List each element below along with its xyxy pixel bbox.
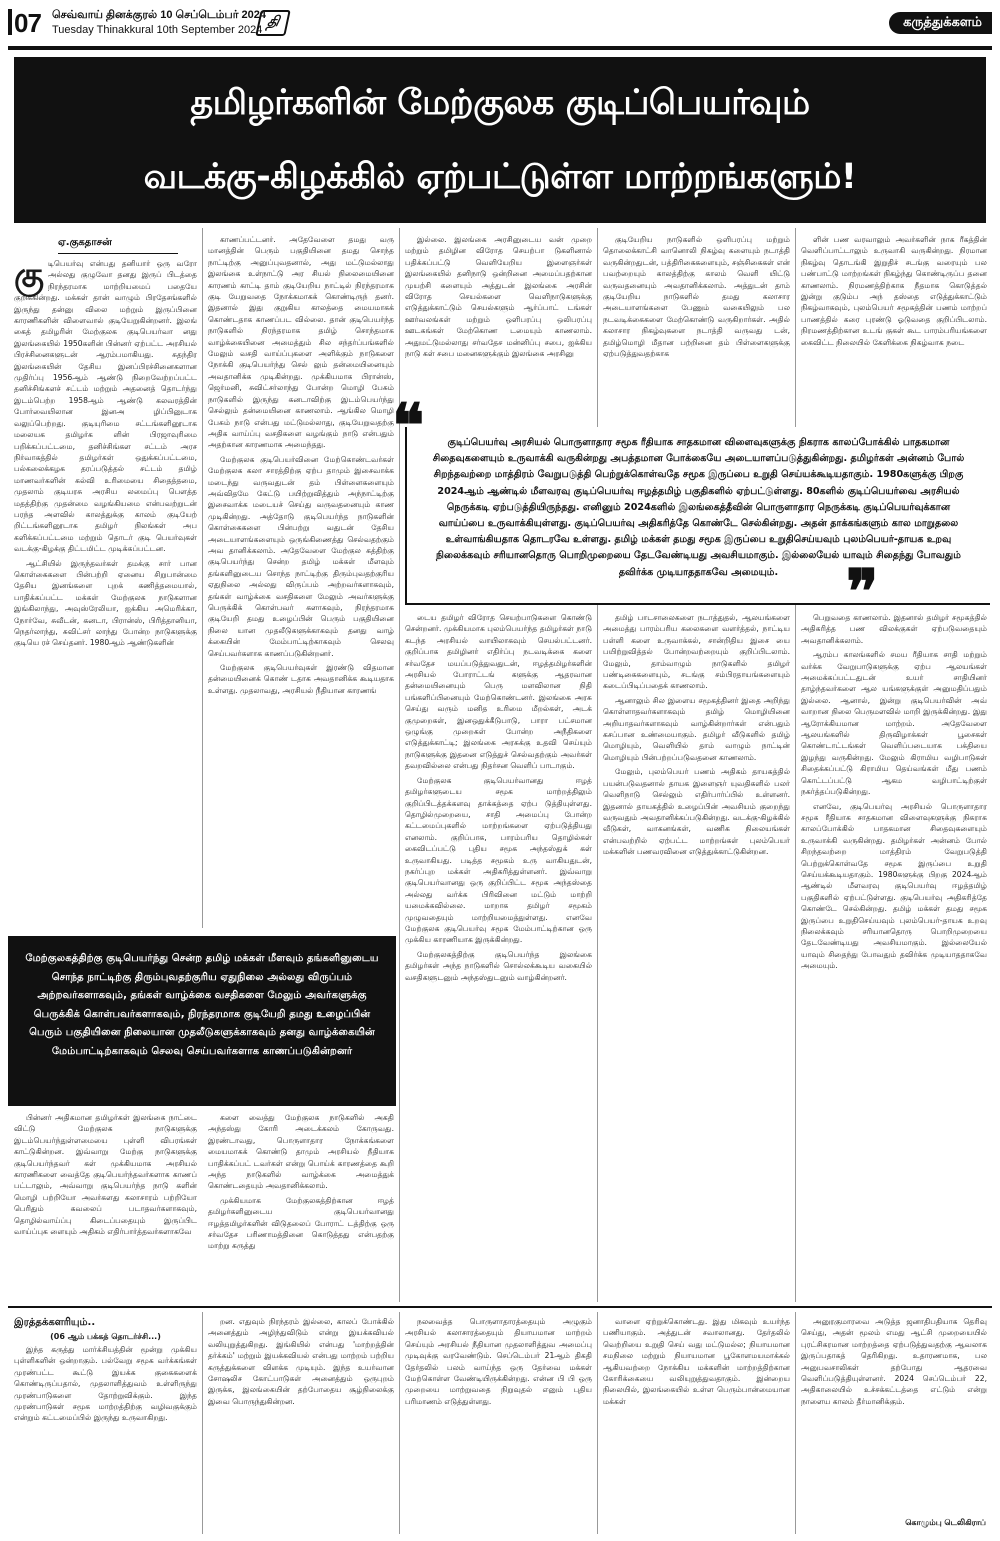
article-column-5-top [801, 234, 987, 424]
paragraph: மேற்குலக குடிபெயர்வானது ஈழத் தமிழர்களுடைய சமூக மாற்றத்திலும் குறிப்பிடத்தக்களவு தாக்கத்தை ஏற்ப டுத்தியுள்ளது. தொழில்முறையை, சாதி அமைப்பு போன்ற கட்டமைப்புகளில் மாற்றங்களை ஏற்படுத்தியது எனலாம். குறிப்பாக, பாரம்பரிய தொழில்கள் கைவிடப்பட்டு புதிய சமூக அந்தஸ்துக் கள் உருவாகியது. படித்த சமூகம் உரு வாகியதுடன், நகர்ப்புற மக்கள் அதிகரித்துள்ளனர். இவ்வாறு குடிபெயர்வானது ஒரு குறிப்பிட்ட சமூக அந்தஸ்தை அல்லது வர்க்க பிரிவினை மட்டும் மாற்றி யமைக்கவில்லை. மாறாக தமிழர் சமூகம் முழுவதையும் மாற்றியமைத்துள்ளது. எனவே மேற்குலக குடிபெயர்வு சமூக மேம்பாட்டிற்கான ஒரு முக்கிய காரணியாக இருக்கின்றது. [405, 775, 592, 945]
headline-line-1: தமிழர்களின் மேற்குலக குடிப்பெயர்வும் [190, 83, 810, 123]
column-divider [795, 1312, 796, 1534]
paragraph: முக்கியமாக மேற்குலகத்திற்கான ஈழத் தமிழர்களினுடைய குடிபெயர்வானது ஈழத்தமிழர்களின் விடுதலைப் போராட் டத்திற்கு ஒரு சர்வதேச பரிணாமத்தினை கொடுத்தது என்பதற்கு மாற்று கருத்து [208, 1195, 394, 1251]
open-quote-icon: ❝ [392, 391, 425, 461]
dropcap: கு [14, 258, 45, 295]
bottom-article-column-1 [14, 1316, 197, 1534]
article-column-3-bottom [405, 612, 592, 1304]
paragraph: ளின் பண வரவாலும் அவர்களின் நாக ரீகத்தின் வெளிப்பாட்டாலும் உருவாகி வருகின்றது. நிரமான நிகழ்வு தொடங்கி இறுதிச் சடங்கு வரையும் பல பண்பாட்டு மாற்றங்கள் நிகழ்ந்து கொண்டிருப்ப தனை காணலாம். நிரமணத்திற்காக நீதமாக கொடுத்தல் இன்று குடும்ப அந் தஸ்தை எடுத்துக்காட்டும் நிகழ்வாகவும், புலம்பெயர் சமூகத்தின் பணம் மாற்றப் பாணத்தில் கரை புரண்டு ஓடுவதை குறிப்பிடலாம். நிரமணத்திற்கான உடங் குகள் கூட பாரம்பரியங்களை கைவிட்ட நிலையில் கேளிக்கை நிகழ்வாக நடை [801, 235, 987, 347]
column-divider [597, 228, 598, 1302]
byline: ஏ.குகதாசன் [30, 236, 190, 254]
column-divider [202, 1312, 203, 1534]
paragraph: பின்னர் அதிகமான தமிழர்கள் இலங்கை நாட்டை விட்டு மேற்குலக நாடுகளுக்கு இடம்பெயர்ந்துள்ளமையை புள்ளி விபரங்கள் காட்டுகின்றன. இவ்வாறு மேற்கு நாடுகளுக்கு குடிபெயர்ந்தவர் கள் முக்கியமாக அரசியல் காரணிகளை வைத்தே குடிபெயர்ந்தவர்களாக காணப் பட்டாலும், அவ்வாறு குடிபெயர்ந்த நாடு களின் மொழி பற்றியோ அவர்களது கலாசாரம் பற்றியோ பெரிதும் கவலைப் படாதவர்களாகவும், தொழில்வாய்ப்பு கிடைப்பதையும் இருப்பிட வாய்ப்புக ளையும் அதிகம் எதிர்பார்த்தவர்களாகவே [14, 1113, 197, 1237]
paragraph: வாளை ஏற்றுக்கொண்டது. இது மிகவும் உயர்ந்த பணியாகும். அத்துடன் சவாலானது. தேர்தலில் வெற்றியை உறுதி செய் வது மட்டுமல்ல; நியாயமான சமநிலை மற்றும் நியாயமான பூகோளமயமாக்கல் ஆகியவற்றை நோக்கிய மக்களின் மாற்றத்திற்கான கோரிக்கையை வலியுறுத்துவதாகும். இன்றைய நிலையில், இலங்கையில் உள்ள பெரும்பான்மையான மக்கள் [603, 1317, 790, 1406]
column-divider [597, 1312, 598, 1534]
page-number-text: 07 [14, 8, 41, 38]
pull-quote [405, 427, 990, 605]
paragraph: மேற்குலக குடிபெயர்வினை மேற்கொண்டவர்கள் மேற்குலக கலா சாரத்திற்கு ஏற்ப தாமும் இசைவாக்க மடைந்து வருவதுடன் தம் பிள்ளைகளையும் அவ்விதமே கேட்டு பயிற்றுவித்தும் அந்நாட்டிற்கு இசைவாக்க மடையச் செய்து வருவதனையும் காண முடிகின்றது. அத்தோடு குடிபெயர்ந்த நாடுகளின் கொள்கைகளை பின்பற்று வதுடன் தேசிய அடையாளங்களையும் ஒருங்கிணைத்து செல்வதற்கும் அவ தானிக்கலாம். அதேவேளை மேற்குல கத்திற்கு குடிபெயர்ந்து சென்ற தமிழ் மக்கள் மீளவும் தங்களினுடைய சொந்த நாட்டிற்கு திரும்புவதற்குரிய ஏதுநிலை அல்லது விருப்பம் அற்றவர்களாகவும், தங்கள் வாழ்க்கை வசதிகளை மேலும் அவர்களுக்கு பெருக்கிக் கொள்பவர் களாகவும், நிரந்தரமாக குடியேறி தமது உழைப்பின் பெரும் பகுதியினை நிலை யான முதலீடுகளுக்காகவும் தனது வாழ் க்கையின் மேம்பாட்டிற்காகவும் செலவு செய்பவர்களாக காணப்படுகின்றனர். [208, 454, 394, 658]
article-column-2 [208, 234, 394, 932]
pull-quote-text: குடிப்பெயர்வு அரசியல் பொருளாதார சமூக ரீதியாக சாதகமான விளைவுகளுக்கு நிகராக காலப்போக்கில் பாதகமான சிதைவுகளையும் உருவாக்கி வருகின்றது அபத்தமான போக்கையே அடையாளப்படுத்துகின்றது. தமிழர்கள் அன்னம் போல் சிறந்தவற்றை மாத்திரம் வேறுபடுத்தி பெற்றுக்கொள்வதே சமூக இருப்பை உறுதி செய்யக்கூடியதாகும். 1980களுக்கு பிறகு 2024ஆம் ஆண்டில் மீளவரவு குடிப்பெயர்வு ஈழத்தமிழ் பகுதிகளில் ஏற்பட்டுள்ளது. 80களில் குடிப்பெயர்வை அரசியல் நெருக்கடி ஏற்படுத்தியிருந்தது. எனினும் 2024களில் இலங்கைத்தீவின் பொருளாதார நெருக்கடி குடிப்பெயர்வுக்கான வாய்ப்பை உருவாக்கியுள்ளது. குடிப்பெயர்வு அதிகரித்தே கொண்டே செல்கின்றது. அதன் தாக்கங்களும் கால மாறுதலை உள்வாங்கியதாக தொடரவே உள்ளது. தமிழ் மக்கள் தமது சமூக இருப்பை உறுதிசெய்யவும் புலம்பெயர்-தாயக உறவு நிலைக்கவும் சரியானதொரு பொறிமுறையை தேடவேண்டியது அவசியமாகும். இல்லையேல் யாவும் சிதைந்து போவதும் தவிர்க்க முடியாததாகவே அமையும். [432, 437, 965, 578]
paragraph: பெறுவதை காணலாம். இதனால் தமிழர் சமூகத்தில் அதிகரித்த பண விலக்குகள் ஏற்படுவதையும் அவதானிக்கலாம். [801, 613, 987, 645]
bottom-article-column-5 [801, 1316, 987, 1516]
bottom-article-column-4 [603, 1316, 790, 1534]
paragraph: குடியேறிய நாடுகளில் ஒளிபரப்பு மற்றும் தொலைக்காட்சி வானொலி நிகழ்வு களையும் நடாத்தி வருகின்றதுடன், பத்திரிகைகளையும், சஞ்சிகைகள் என் பவற்றையும் காலத்திற்கு காலம் வெளி யிட்டு வருவதனையும் அவதானிக்கலாம். அத்துடன் தாம் குடியேறிய நாடுகளில் தமது கலாசார அடையாளங்களை பேணும் வகையிலும் பல நடவடிக்கைகளை மேற்கொண்டு வருகிறார்கள். அதில் கலாசார நிகழ்வுகளை நடாத்தி வருவது டன், தமிழ்மொழி மீதான பற்றினை தம் பிள்ளைகளுக்கு ஏற்படுத்துவதற்காக [603, 235, 790, 359]
paragraph: டிபெயர்வு என்பது தனியார் ஒரு வரோ அல்லது குழுவோ தனது இருப் பிடத்தை நிரந்தரமாக மாற்றியமைப் பதையே குறிக்கின்றது. மக்கள் தான் வாழும் பிரதேசங்களில் இருந்து தன்னு விலை மற்றும் இருப்பினை காரணிகளின் விளைவால் குடியேறுகின்றனர். இலங் கைத் தமிழரின் மேற்குலக குடிபெயர்வா னது இலங்கையில் 1950களின் பின்னர் ஏற்பட்ட அரசியல் பிரச்சினைகளுடன் ஆரம்பமாகியது. சுதந்திர இலங்கையின் தேசிய இனப்பிரச்சினைகளான முதிர்ப்பு 1956ஆம் ஆண்டு நிறைவேற்றப்பட்ட தனிச்சிங்களச் சட்டம் மற்றும் அதனைத் தொடர்ந்து இடம்பெற்ற 1958ஆம் ஆண்டு கலவரத்தின் போர்வையிலான இனஅ ழிப்பினுடாக வலுப்பெற்றது. குடியுரிமை சட்டங்களினூடாக மலையக தமிழர்க ளின் பிரஜாவுரிமை பறிக்கப்பட்டமை, தனிச்சிங்கள சட்டம் அரச நிர்வாகத்தில் தமிழர்கள் ஒதுக்கப்பட்டமை, பல்கலைக்கழக தரப்படுத்தல் சட்டம் தமிழ் மாணவர்களின் கல்வி உரிமையை சிதைத்தமை, முதலாம் குடியரசு அரசிய லமைப்பு பௌத்த மதத்திற்கு முதன்மை வழங்கியமை என்பவற்றுடன் பரந்த அளவில் காலத்துக்கு காலம் குடியேற் றிட்டங்களினூடாக தமிழர் நிலங்கள் அப களிக்கப்பட்டமை மற்றும் தொடர் குடி பெயர்வுகள் வடக்கு-கிழக்கு திட்டமிட்ட முடிக்கப்பட்டன. [14, 259, 197, 554]
headline-line-2: வடக்கு-கிழக்கில் ஏற்பட்டுள்ள மாற்றங்களும்! [143, 157, 857, 197]
paragraph: நலவைத்த பொருளாதாரத்தையும் அழுகும் அரசியல் கலாசாரத்தையும் தியாயமான மாற்றம் செய்யும் அரசியல் நீதியான முதலாளித்துவ அமைப்பு முடிவுக்கு வரவேண்டும். செப்டெம்பர் 21ஆம் திகதி தேர்தலில் பலம் வாய்ந்த ஒரு தேர்வை மக்கள் மேற்கொள்ள வேண்டியிருக்கின்றது. என்ன பி பி ஒரு முறையை மாற்றுவதை நிறுவுதல் எனும் புதிய பரிமாணம் எடுத்துள்ளது. [405, 1317, 592, 1406]
date-english: Tuesday Thinakkural 10th September 2024 [52, 24, 263, 36]
paragraph: ஆட்சியில் இருந்தவர்கள் தமக்கு சார் பான கொள்கைகளை பின்பற்றி ஏனைய சிறுபான்மை தேசிய இனங்களை புறக் கணித்தமையால், பாதிக்கப்பட்ட மக்கள் மேற்குலக நாடுகளான இங்கிலாந்து, அவுஸ்ரேலியா, ஐக்கிய அமெரிக்கா, நோர்வே, சுவீடன், கனடா, பிரான்ஸ், பிரித்தானியா, நெதர்லாந்து, சுவிட்சர் லாந்து போன்ற நாடுகளுக்கு குடியெ ரச் செய்தனர். 1980ஆம் ஆண்டுகளின் [14, 558, 197, 648]
article-column-2-bottom [208, 1112, 394, 1304]
article-column-4-top [603, 234, 790, 424]
column-divider [202, 228, 203, 928]
paragraph: ஆனாலும் சில இளைய சமூகத்தினர் இதை அறிந்து கொள்ளாதவர்களாகவும் தமிழ் மொழியினை அறியாதவர்களாகவும் வாழ்கின்றார்கள் என்பதும் கசப்பான உண்மையாகும். தமிழர் வீடுகளில் தமிழ் மொழியும், வெளியில் தாம் வாழும் நாட்டின் மொழியும் பின்பற்றப்படுவதனை காணலாம். [603, 695, 790, 762]
bottom-article-column-3 [405, 1316, 592, 1534]
paragraph: தமிழ் பாடசாலைகளை நடாத்துதல், ஆலயங்களை அமைத்து பாரம்பரிய கலைகளை வளர்த்தல், நாட்டிய பள்ளி களை உருவாக்கல், சான்றிதிய இசை யை பயிற்றுவித்தல் போன்றவற்றையும் குறிப்பிடலாம். மேலும், தாம்வாழும் நாடுகளில் தமிழர் பண்டிகைகளையும், சடங்கு சம்பிரதாயங்களையும் கடைப்பிடிப்பதைக் காணலாம். [603, 613, 790, 691]
continuation-note: (06 ஆம் பக்கத் தொடர்ச்சி...) [50, 1332, 161, 1341]
page-number [8, 6, 41, 40]
article-column-1-bottom [14, 1112, 197, 1304]
paragraph: இந்த கருத்து மார்க்சியத்தின் மூன்று முக்கிய புள்ளிகளின் ஒன்றாகும். பல்வேறு சமூக வர்க்கங்கள் முரண்பட்ட கூட்டு இயக்க குகைகளைக் கொண்டிருப்பதால், முதலாளித்துவம் உள்ளிருந்து முரண்பாடுகளை தோற்றுவிக்கும். இந்த முரண்பாடுகள் சமூக மாற்றத்திற்கு வழிவகுக்கும் என்றும் கட்டமைப்பில் இருந்து உருவாகிறது. [14, 1345, 197, 1423]
article-column-3-top [405, 234, 592, 424]
paragraph: மேற்குலகத்திற்கு குடிபெயர்ந்த இலங்கை தமிழர்கள் அந்த நாடுகளில் சொல்லக்கூடிய வகையில் வசதிகளுடனும் அந்தஸ்துடனும் வாழ்கின்றனர். [405, 949, 592, 982]
paragraph: மேலும், புலம்பெயர் பணம் அதிகம் தாயகத்தில் பயன்படுவதனால் தாயக இளைஞர் யுவதிகளில் பலர் வெளிநாடு செல்லும் எதிர்பார்ப்பில் உள்ளனர். இதனால் தாயகத்தில் உழைப்பின் அவசியம் குறைந்து வருவதும் அவதானிக்கப்படுகின்றது. வடக்கு-கிழக்கில் வீடுகள், வாகனங்கள், வணிக நிலையங்கள் என்பவற்றில் ஏற்பட்ட மாற்றங்கள் புலம்பெயர் மக்களின் பணவரவினை எடுத்துக்காட்டுகின்றன. [603, 767, 790, 857]
highlight-quote [8, 936, 396, 1106]
paragraph: றன. எதுவும் நிரந்தரம் இல்லை, காலப் போக்கில் அனைத்தும் அழிந்துவிடும் என்று இயக்கவியல் வலியுறுத்துகிறது. இங்கியில் என்பது 'மாற்றத்தின் தர்க்கம்' மற்றும் இயக்கவியல் என்பது மாற்றம் பற்றிய கருத்துக்களை விளக்க முடியும். இந்த உயர்வான சோஷலிச கோட்பாடுகள் அனைத்தும் ஒருபுறம் இருக்க, இலங்கையின் தற்போதைய சூழ்நிலைக்கு இவை பொருந்துகின்றன. [208, 1317, 394, 1406]
paragraph: காணப்பட்டனர். அதேவேளை தமது வரு மானத்தின் பெரும் பகுதியினை தமது சொந்த நாட்டிற்கு அனுப்புவதனால், அது மட்டுமல்லாது இலங்கை உள்நாட்டு அர சியல் நிலைமையினை காரணம் காட்டி தாம் குடியேறிய நாட்டில் நிரந்தரமாக குடி யேறுவதை நோக்கமாகக் கொண்டிருந் தனர். இதனால் இது குறுகிய காலத்தை மையமாகக் கொண்டதாக காணப்பட வில்லை. தான் குடிபெயர்ந்த நாடுகளில் நிரந்தரமாக தமிழ் சொந்தமாக வாழ்க்கையினை அமைத்தும் சில சந்தர்ப்பங்களில் மேலும் வசதி வாய்ப்புகளை அளிக்கும் நாடுகளை நோக்கி குடிபெயர்ந்து செல் லும் தன்மையினையும் அவதானிக்க முடிகின்றது. முக்கியமாக பிரான்ஸ், ஜெர்மனி, சுவிட்சர்லாந்து போன்ற மொழி பேசும் நாடுகளில் இருந்து கனடாவிற்கு இடம்பெயர்ந்து செல்லும் தன்மையினை காணலாம். ஆங்கில மொழி பேசும் நாடு என்பது மட்டுமல்லாது, குடியேறுவதற்கு அதிக வாய்ப்பு வசதிகளை வழங்கும் நாடு என்பதும் அதற்கான காரணமாக அமைந்தது. [208, 235, 394, 450]
paragraph: ஆரம்ப காலங்களில் சமய ரீதியாக சாதி மற்றும் வர்க்க வேறுபாடுகளுக்கு ஏற்ப ஆலயங்கள் அமைக்கப்பட்டதுடன் உயர் சாதியினர் தாழ்ந்தவர்களை ஆல யங்களுக்குள் அனுமதிப்பதும் இல்லை. ஆனால், இன்று குடிபெயர்வின் அவ் வாறான நிலை பெருமளவில் மாறி இருக்கின்றது. இது ஆரோக்கியமான மாற்றம். அதேவேளை ஆலயங்களில் திருவிழாக்கள் பூசைகள் கொண்டாட்டங்கள் வெளிப்படையாக பக்தியை இழந்து வருகின்றது. மேலும் கிராமிய வழிபாடுகள் சிதைக்கப்பட்டு கிராமிய தெய்வங்கள் மீது பணம் கொட்டப்பட்டு ஆகம வழிபாட்டிற்குள் நகர்த்தப்படுகின்றது. [801, 650, 987, 797]
close-quote-icon: ❞ [846, 557, 879, 627]
paragraph: டைய தமிழர் விரோத செயற்பாடுகளை கொண்டு சென்றனர். முக்கியமாக புலம்பெயர்ந்த தமிழர்கள் நாடு கடந்த அரசியல் வாயிலாகவும் செயல்பட்டனர். குறிப்பாக தமிழினர் எதிர்ப்பு நடவடிக்கை களை சர்வதேச மயப்படுத்துவதுடன், ஈழத்தமிழர்களின் அரசியல் போராட்டங் களுக்கு ஆதரவான தன்மையினையும் பெரு மளவிலான நிதி பங்களிப்பினையும் மேற்கொண்டனர். இலங்கை அரசு செய்து வரும் மனித உரிமை மீறல்கள், அடக் குமுறைகள், இனஒதுக்கீடுபாடு, பாரா பட்சமான ஒழுங்கு முறைகள் போன்ற அநீதிகளை எடுத்துக்காட்டி; இலங்கை அரசுக்கு உதவி செய்யும் நாடுகளுக்கு இதனை எடுத்துச் செல்வதற்கும் அவர்கள் தவறவில்லை என்பது நிதர்சன வெளிப் பாடாகும். [405, 613, 592, 771]
article-column-4-bottom [603, 612, 790, 1304]
paragraph: களை வைத்து மேற்குலக நாடுகளில் அகதி அந்தஸ்து கோரி அடைக்கலம் கோருவது. இரண்டாவது, பொருளாதார நோக்கங்களை மையமாகக் கொண்டு தாமும் அரசியல் நீதியாக பாதிக்கப்பட் டவர்கள் என்று பொய்க் காரணத்தை கூறி அந்த நாடுகளில் வாழ்க்கை அமைத்துக் கொண்டதையும் அவதானிக்கலாம். [208, 1113, 394, 1191]
source-credit: கொழும்பு டெலிகிராப் [905, 1518, 986, 1527]
paragraph: மேற்குலக குடிபெயர்வுகள் இரண்டு விதமான தன்மையினைக் கொண் டதாக அவதானிக்க கூடியதாக உள்ளது. முதலாவது, அரசியல் நீதியான காரணங் [208, 663, 394, 695]
section-rule [8, 1306, 992, 1308]
masthead [8, 6, 992, 46]
paragraph: எனவே, குடிபெயர்வு அரசியல் பொருளாதார சமூக ரீதியாக சாதகமான விளைவுகளுக்கு நிகராக காலப்போக்கில் பாதகமான சிதைவுகளையும் உருவாக்கி வருகின்றது. தமிழர்கள் அன்னம் போல் சிறந்தவற்றை மாத்திரம் வேறுபடுத்தி பெற்றுக்கொள்வதே சமூக இருப்பை உறுதி செய்யக்கூடியதாகும். 1980களுக்கு பிறகு 2024ஆம் ஆண்டில் மீளவரவு குடிபெயர்வு ஈழத்தமிழ் பகுதிகளில் ஏற்பட்டுள்ளது. குடிபெயர்வு அதிகரித்தே கொண்டே செல்கின்றது. தமிழ் மக்கள் தமது சமூக இருப்பை உறுதிசெய்யவும் புலம்பெயர்-தாயக உறவு நிலைக்கவும் சரியானதொரு பொறிமுறையை தேடவேண்டியது அவசியமாகும். இல்லையேல் யாவும் சிதைந்து போவதும் தவிர்க்க முடியாததாகவே அமையும். [801, 801, 987, 971]
paragraph: இல்லை. இலங்கை அரசினுடைய வன் முறை மற்றும் தமிழின விரோத செயற்பா டுகளினால் பதிக்கப்பட்டு வெளியேறிய இளைஞர்கள் இலங்கையில் தனிநாடு ஒன்றினை அமைப்பதற்கான முயற்சி களையும் அத்துடன் இலங்கை அரசின் விரோத செயல்களை வெளிநாடுகளுக்கு எடுத்துக்காட்டும் செயல்களும் ஆர்ப்பாட் டங்கள் ஊர்வலங்கள் மற்றும் ஒளிபரப்பு ஒலிபரப்பு ஊடகங்கள் மேற்கொண டமையும் காணலாம். அதுமட்டுமல்லாது சர்வதேச மன்னிப்பு சபை, ஐக்கிய நாடு கள் சபை மனைகளுக்கும் இலங்கை அரசினு [405, 235, 592, 359]
newspaper-logo-icon: தி [255, 10, 291, 36]
bottom-article-column-2 [208, 1316, 394, 1534]
section-tag: கருத்துக்களம் [889, 12, 992, 34]
column-divider [795, 228, 796, 1302]
headline-banner [14, 57, 986, 223]
date-block [52, 8, 266, 38]
article-column-1 [14, 258, 197, 932]
article-column-5-bottom [801, 612, 987, 1304]
bottom-article-headline: இரத்தக்களரியும்.. [14, 1317, 96, 1328]
column-divider [399, 228, 400, 1302]
header-rule [8, 46, 992, 50]
column-divider [399, 1312, 400, 1534]
date-tamil: செவ்வாய் தினக்குரல் 10 செப்டெம்பர் 2024 [52, 9, 266, 21]
paragraph: அனுரகுமாரவை அடுத்த ஜனாதிபதியாக தெரிவு செய்து, அதன் மூலம் எமது ஆட்சி முறையையில் புரட்சிகரமான மாற்றத்தை ஏற்படுத்துவதற்கு ஆவலாக இருப்பதாகத் தெரிகிறது. உதாரணமாக, பல அனுபவசாலிகள் தற்போது ஆதரவை வெளிப்படுத்தியுள்ளனர். 2024 செப்டெம்பர் 22, அதிகாலையில் உச்சக்கட்டத்தை எட்டும் என்று நாளைய காலம் தீர்மானிக்கும். [801, 1317, 987, 1406]
highlight-quote-text: மேற்குலகத்திற்கு குடிபெயர்ந்து சென்ற தமிழ் மக்கள் மீளவும் தங்களினுடைய சொந்த நாட்டிற்கு திரும்புவதற்குரிய ஏதுநிலை அல்லது விருப்பம் அற்றவர்களாகவும், தங்கள் வாழ்க்கை வசதிகளை மேலும் அவர்களுக்கு பெருக்கிக் கொள்பவர்களாகவும், நிரந்தரமாக குடியேறி தமது உழைப்பின் பெரும் பகுதியினை நிலையான முதலீடுகளுக்காகவும் தனது வாழ்க்கையின் மேம்பாட்டிற்காகவும் செலவு செய்பவர்களாக காணப்படுகின்றனர் [25, 953, 379, 1057]
